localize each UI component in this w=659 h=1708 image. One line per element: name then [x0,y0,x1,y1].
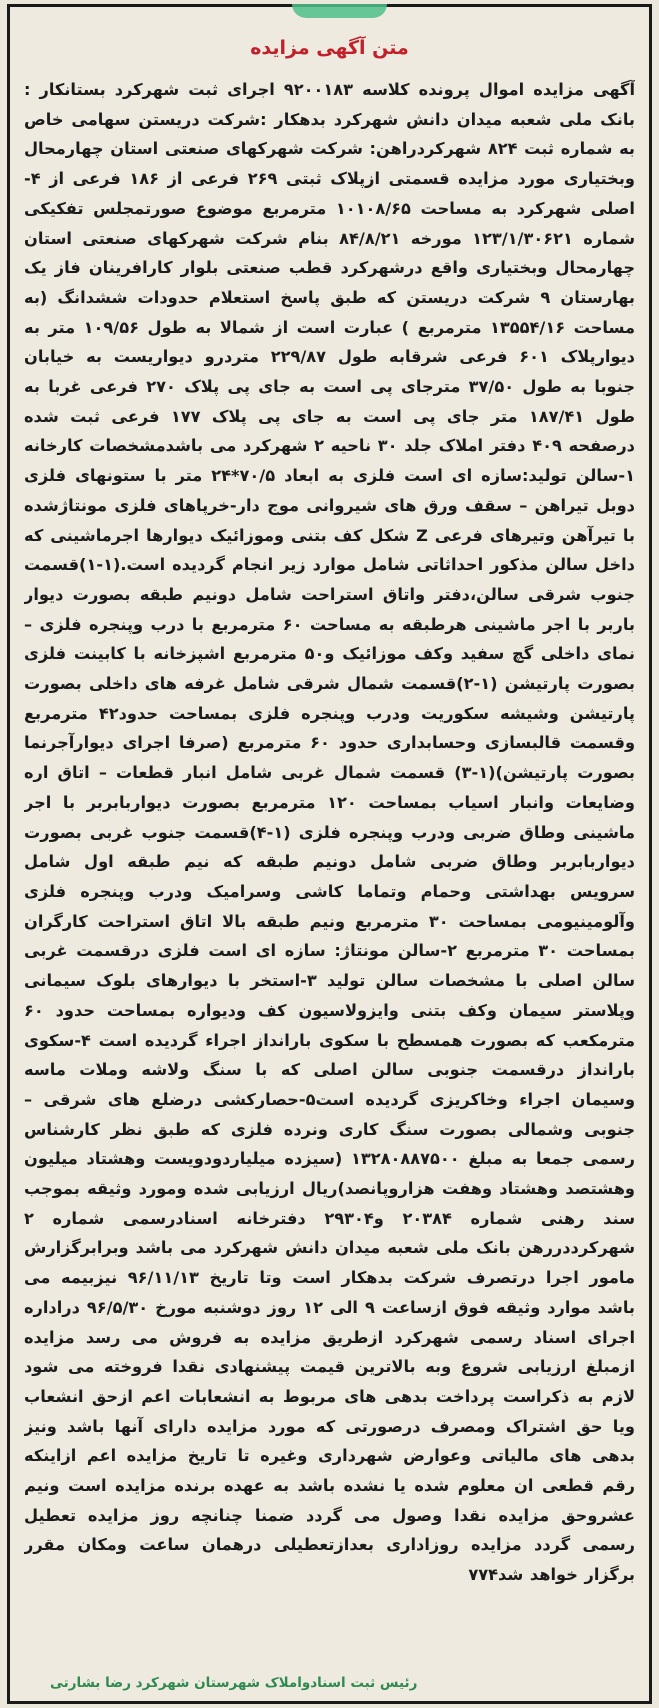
notice-title: متن آگهی مزایده [250,37,409,59]
notice-body: آگهی مزایده اموال پرونده کلاسه ۹۲۰۰۱۸۳ اجرای ثبت شهرکرد بستانکار : بانک ملی شعبه میدان دانش شهرکرد بدهکار :شرکت دریستن سهامی خاص به شماره ثبت ۸۲۴ شهرکردراهن: شرکت شهرکهای صنعتی استان چهارمحال وبختیاری مورد مزایده قسمتی ازپلاک ثبتی ۲۶۹ فرعی از ۱۸۶ فرعی از ۴-اصلی شهرکرد به مساحت ۱۰۱۰۸/۶۵ مترمربع موضوع صورتمجلس تفکیکی شماره ۱۲۳/۱/۳۰۶۲۱ مورخه ۸۴/۸/۲۱ بنام شرکت شهرکهای صنعتی استان چهارمحال وبختیاری واقع درشهرکرد قطب صنعتی بلوار کارافرینان فاز یک بهارستان ۹ شرکت دریستن که طبق پاسخ استعلام حدودات ششدانگ (به مساحت ۱۳۵۵۴/۱۶ مترمربع ) عبارت است از شمالا به طول ۱۰۹/۵۶ متر به دیوارپلاک ۶۰۱ فرعی شرقابه طول ۲۲۹/۸۷ متردرو دیواریست به خیابان جنوبا به طول ۳۷/۵۰ مترجای پی است به جای پی پلاک ۲۷۰ فرعی غربا به طول ۱۸۷/۴۱ متر جای پی است به جای پی پلاک ۱۷۷ فرعی ثبت شده درصفحه ۴۰۹ دفتر املاک جلد ۳۰ ناحیه ۲ شهرکرد می باشدمشخصات کارخانه ۱-سالن تولید:سازه ای است فلزی به ابعاد ۷۰/۵*۲۴ متر با ستونهای فلزی دوبل تیراهن – سقف ورق های شیروانی موج دار-خرپاهای فلزی مونتاژشده با تیرآهن وتیرهای فرعی Z شکل کف بتنی وموزائیک دیوارها اجرماشینی که داخل سالن مذکور احداثاتی شامل موارد زیر انجام گردیده است.(۱-۱)قسمت جنوب شرقی سالن،دفتر واتاق استراحت شامل دونیم طبقه بصورت دیوار باربر با اجر ماشینی هرطبقه به مساحت ۶۰ مترمربع با درب وپنجره فلزی – نمای داخلی گچ سفید وکف موزائیک و۵۰ مترمربع اشپزخانه با کابینت فلزی بصورت پارتیشن (۱-۲)قسمت شمال شرقی شامل غرفه های داخلی بصورت پارتیشن وشیشه سکوریت ودرب وپنجره فلزی بمساحت حدود۴۲ مترمربع وقسمت قالبسازی وحسابداری حدود ۶۰ مترمربع (صرفا اجرای دیوارآجرنما بصورت پارتیشن)(۱-۳) قسمت شمال غربی شامل انبار قطعات – اتاق اره وضایعات وانبار اسیاب بمساحت ۱۲۰ مترمربع بصورت دیواربابربر با اجر ماشینی وطاق ضربی ودرب وپنجره فلزی (۱-۴)قسمت جنوب غربی بصورت دیواربابربر وطاق ضربی شامل دونیم طبقه که نیم طبقه اول شامل سرویس بهداشتی وحمام وتماما کاشی وسرامیک ودرب وپنجره فلزی وآلومینیومی بمساحت ۳۰ مترمربع ونیم طبقه بالا اتاق استراحت کارگران بمساحت ۳۰ مترمربع ۲-سالن مونتاژ: سازه ای است فلزی درقسمت غربی سالن اصلی با مشخصات سالن تولید ۳-استخر با دیوارهای بلوک سیمانی وپلاستر سیمان وکف بتنی وایزولاسیون کف ودیواره بمساحت حدود ۶۰ مترمکعب که بصورت همسطح با سکوی بارانداز اجراء گردیده است ۴-سکوی بارانداز درقسمت جنوبی سالن اصلی که با سنگ ولاشه وملات ماسه وسیمان اجراء وخاکریزی گردیده است۵-حصارکشی درضلع های شرقی – جنوبی وشمالی بصورت سنگ کاری ونرده فلزی که طبق نظر کارشناس رسمی جمعا به مبلغ ۱۳۲۸۰۸۸۷۵۰۰ (سیزده میلیاردودویست وهشتاد میلیون وهشتصد وهشتاد وهفت هزاروپانصد)ریال ارزیابی شده ومورد وثیقه بموجب سند رهنی شماره ۲۰۳۸۴ و۲۹۳۰۴ دفترخانه اسنادرسمی شماره ۲ شهرکرددررهن بانک ملی شعبه میدان دانش شهرکرد می باشد وبرابرگزارش مامور اجرا درتصرف شرکت بدهکار است وتا تاریخ ۹۶/۱۱/۱۳ نیزبیمه می باشد موارد وثیقه فوق ازساعت ۹ الی ۱۲ روز دوشنبه مورخ ۹۶/۵/۳۰ دراداره اجرای اسناد رسمی شهرکرد ازطریق مزایده به فروش می رسد مزایده ازمبلغ ارزیابی شروع وبه بالاترین قیمت پیشنهادی نقدا فروخته می شود لازم به ذکراست پرداخت بدهی های مربوط به انشعابات اعم ازحق انشعاب ویا حق اشتراک ومصرف درصورتی که مورد مزایده دارای آنها باشد ونیز بدهی های مالیاتی وعوارض شهرداری وغیره تا تاریخ مزایده اعم ازاینکه رقم قطعی ان معلوم شده یا نشده باشد به عهده برنده مزایده است ونیم عشروحق مزایده نقدا وصول می گردد ضمنا چنانچه روز مزایده تعطیل رسمی گردد مزایده روزاداری بعدازتعطیلی درهمان ساعت ومکان مقرر برگزار خواهد شد۷۷۴ [24,80,635,1585]
notice-frame [7,4,652,1704]
notice-signature: رئیس ثبت اسنادواملاک شهرستان شهرکرد رضا بشارتی [50,1675,418,1691]
header-stamp-mark [292,4,387,18]
